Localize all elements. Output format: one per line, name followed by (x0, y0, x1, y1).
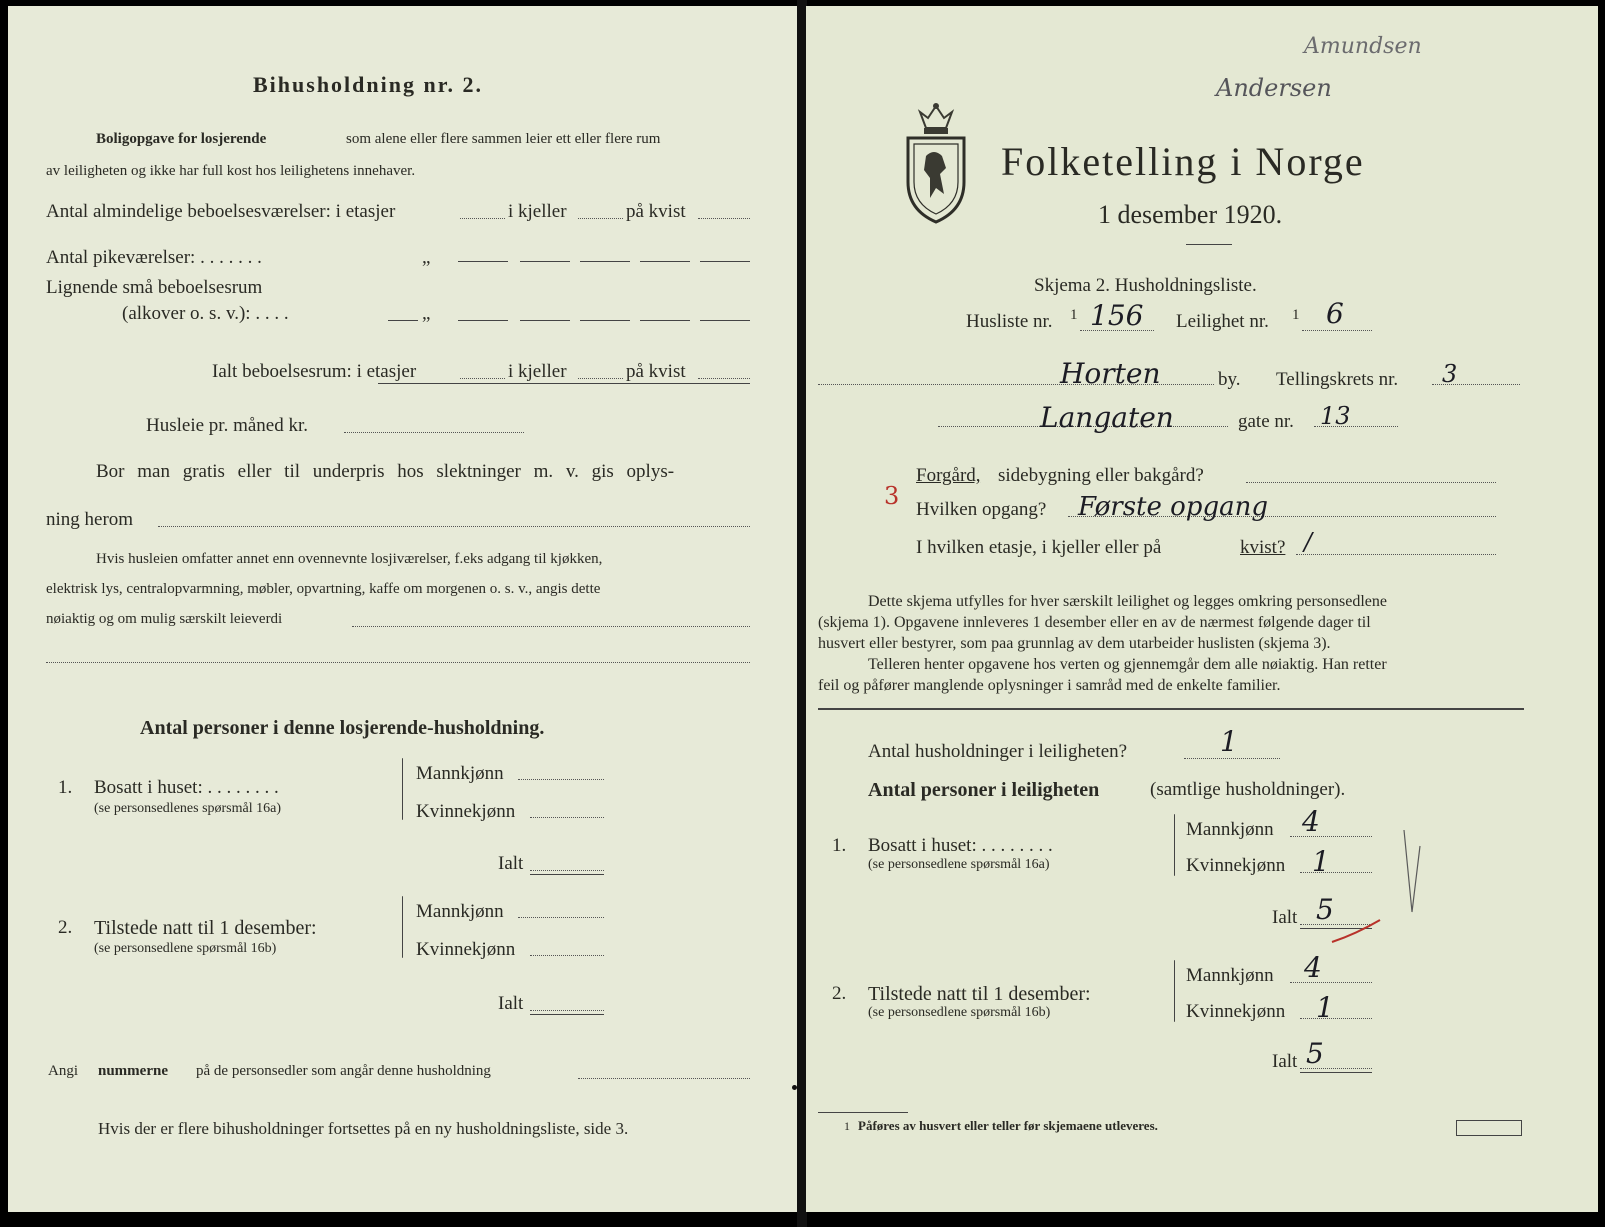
opgang-label: Hvilken opgang? (916, 499, 1047, 520)
ialt-rooms-label: Ialt beboelsesrum: i etasjer (212, 361, 417, 382)
instr-line-1: Dette skjema utfylles for hver særskilt leilighet og legges omkring personsedlene (868, 593, 1387, 610)
left-page (8, 6, 798, 1212)
hvis-line-1: Hvis husleien omfatter annet enn ovennevnte losjiværelser, f.eks adgang til kjøkken, (96, 551, 603, 567)
right-q1-mann: Mannkjønn (1186, 819, 1274, 840)
bor-line-2: ning herom (46, 509, 134, 530)
left-q2-mann: Mannkjønn (416, 901, 504, 922)
right-q2-brace (1174, 960, 1175, 1022)
lignende-line-1 (458, 320, 508, 321)
right-q2-label: Tilstede natt til 1 desember: (868, 983, 1091, 1005)
instr-line-3: husvert eller bestyrer, som paa grunnlag av dem utarbeider huslisten (skjema 3). (818, 635, 1331, 652)
lignende-line-2 (520, 320, 570, 321)
left-footer: Hvis der er flere bihusholdninger fortsettes på en ny husholdningsliste, side 3. (98, 1119, 629, 1138)
husleie-line (344, 432, 524, 433)
krets-label: Tellingskrets nr. (1276, 369, 1399, 390)
gate-label: gate nr. (1238, 411, 1294, 432)
opgang-value: Første opgang (1078, 492, 1268, 522)
rooms-kjeller: i kjeller (508, 201, 567, 222)
leilighet-line (1302, 330, 1372, 331)
ialt-kjeller: i kjeller (508, 361, 567, 382)
left-q1-kvinne-line (530, 817, 604, 818)
lignende-ditto: „ (422, 303, 431, 324)
right-q1-ialt-value: 5 (1316, 893, 1334, 926)
lignende-label-2: (alkover o. s. v.): . . . . (122, 303, 289, 324)
right-q2-num: 2. (832, 983, 847, 1004)
husliste-label: Husliste nr. (966, 311, 1053, 332)
lignende-line-0 (388, 320, 418, 321)
hvis-extra-line (46, 662, 750, 663)
left-q1-ialt-underline (530, 874, 604, 875)
husleie-label: Husleie pr. måned kr. (146, 415, 308, 436)
pike-line-5 (700, 261, 750, 262)
corner-handwriting-b: Andersen (1216, 74, 1332, 102)
right-q1-kvinne-value: 1 (1312, 845, 1330, 878)
margin-mark: 3 (884, 482, 900, 510)
ialt-underline (378, 383, 750, 384)
left-q2-ialt-line (530, 1010, 604, 1011)
footnote-num: 1 (844, 1119, 850, 1133)
etasje-value: / (1304, 528, 1313, 556)
right-q2-kvinne: Kvinnekjønn (1186, 1001, 1286, 1022)
hvis-line (352, 626, 750, 627)
pike-line-2 (520, 261, 570, 262)
right-q2-kvinne-value: 1 (1316, 991, 1334, 1024)
intro-line2: av leiligheten og ikke har full kost hos leilighetens innehaver. (46, 163, 416, 179)
printer-stamp (1456, 1120, 1522, 1136)
ink-dot (792, 1085, 797, 1090)
left-q2-label: Tilstede natt til 1 desember: (94, 917, 317, 939)
etasje-line (1296, 554, 1496, 555)
angi-b: nummerne (98, 1063, 168, 1079)
right-q1-sub: (se personsedlene spørsmål 16a) (868, 857, 1050, 872)
right-q2-mann-value: 4 (1304, 951, 1322, 984)
right-q1-kvinne-line (1300, 872, 1372, 873)
ialt-kvist: på kvist (626, 361, 686, 382)
etasje-kvist: kvist? (1240, 537, 1286, 558)
right-q2-ialt-underline (1300, 1072, 1372, 1073)
right-title: Folketelling i Norge (1001, 139, 1365, 184)
lignende-line-4 (640, 320, 690, 321)
rooms-kvist: på kvist (626, 201, 686, 222)
right-q1-num: 1. (832, 835, 847, 856)
left-q2-ialt-underline (530, 1014, 604, 1015)
right-page (806, 6, 1598, 1212)
right-q1-kvinne: Kvinnekjønn (1186, 855, 1286, 876)
hush-label: Antal husholdninger i leiligheten? (868, 741, 1128, 762)
left-persons-heading: Antal personer i denne losjerende-husholdning. (140, 717, 545, 739)
right-q2-sub: (se personsedlene spørsmål 16b) (868, 1005, 1051, 1020)
instr-line-5: feil og påfører manglende oplysninger i samråd med de enkelte familier. (818, 677, 1281, 694)
right-q2-mann-line (1290, 982, 1372, 983)
bor-line (158, 526, 750, 527)
rooms-kjeller-line (578, 218, 623, 219)
left-q2-ialt: Ialt (498, 993, 524, 1014)
hush-value: 1 (1220, 725, 1238, 758)
hvis-line-2: elektrisk lys, centralopvarmning, møbler, opvartning, kaffe om morgenen o. s. v., angis dette (46, 581, 601, 597)
left-q2-sub: (se personsedlene spørsmål 16b) (94, 941, 277, 956)
leilighet-sup: 1 (1292, 307, 1300, 323)
rooms-label: Antal almindelige beboelsesværelser: i etasjer (46, 201, 396, 222)
instr-line-4: Telleren henter opgavene hos verten og gjennemgår dem alle nøiaktig. Han retter (868, 656, 1387, 673)
lignende-label-1: Lignende små beboelsesrum (46, 277, 263, 298)
angi-c: på de personsedler som angår denne husholdning (196, 1063, 491, 1079)
census-date: 1 desember 1920. (1098, 200, 1283, 229)
street-value: Langaten (1040, 401, 1174, 434)
angi-a: Angi (48, 1063, 78, 1079)
coat-of-arms-icon (900, 98, 972, 228)
corner-handwriting-a: Amundsen (1304, 34, 1422, 59)
ialt-kvist-line (698, 378, 750, 379)
hush-line (1184, 758, 1280, 759)
red-check-mark (1326, 916, 1386, 946)
right-q1-label: Bosatt i huset: . . . . . . . . (868, 835, 1053, 856)
left-q1-mann: Mannkjønn (416, 763, 504, 784)
left-q1-ialt-line (530, 870, 604, 871)
forgaard-rest: sidebygning eller bakgård? (998, 465, 1204, 486)
pike-label: Antal pikeværelser: . . . . . . . (46, 247, 262, 268)
left-q1-num: 1. (58, 777, 73, 798)
right-q2-ialt: Ialt (1272, 1051, 1298, 1072)
right-q2-ialt-value: 5 (1306, 1037, 1324, 1070)
left-q1-ialt: Ialt (498, 853, 524, 874)
forgaard-label: Forgård, (916, 465, 981, 486)
angi-line (578, 1078, 750, 1079)
left-q1-label: Bosatt i huset: . . . . . . . . (94, 777, 279, 798)
husliste-sup: 1 (1070, 307, 1078, 323)
lignende-line-3 (580, 320, 630, 321)
right-q1-brace (1174, 814, 1175, 876)
leilighet-value: 6 (1326, 297, 1344, 330)
right-q2-mann: Mannkjønn (1186, 965, 1274, 986)
right-persons-heading-rest: (samtlige husholdninger). (1150, 779, 1346, 800)
footnote-text: Påføres av husvert eller teller før skjemaene utleveres. (858, 1118, 1158, 1133)
left-q2-mann-line (518, 917, 604, 918)
left-q2-kvinne-line (530, 955, 604, 956)
gate-value: 13 (1320, 402, 1351, 430)
ialt-etasjer-line (460, 378, 505, 379)
hvis-line-3: nøiaktig og om mulig særskilt leieverdi (46, 611, 283, 627)
schema-label: Skjema 2. Husholdningsliste. (1034, 275, 1257, 296)
left-q1-mann-line (518, 779, 604, 780)
husliste-value: 156 (1090, 299, 1144, 332)
ialt-kjeller-line (578, 378, 623, 379)
pencil-check-mark (1402, 826, 1422, 916)
intro-rest: som alene eller flere sammen leier ett eller flere rum (346, 131, 661, 147)
intro-bold: Boligopgave for losjerende (96, 131, 267, 147)
pike-ditto: „ (422, 247, 431, 268)
footnote-rule (818, 1112, 908, 1113)
left-q1-kvinne: Kvinnekjønn (416, 801, 516, 822)
rooms-kvist-line (698, 218, 750, 219)
pike-line-3 (580, 261, 630, 262)
date-rule (1186, 244, 1232, 245)
lignende-line-5 (700, 320, 750, 321)
right-q1-ialt: Ialt (1272, 907, 1298, 928)
krets-value: 3 (1442, 360, 1458, 388)
instr-line-2: (skjema 1). Opgavene innleveres 1 desember eller en av de nærmest følgende dager til (818, 614, 1371, 631)
left-q2-kvinne: Kvinnekjønn (416, 939, 516, 960)
rooms-etasjer-line (460, 218, 505, 219)
right-q1-mann-value: 4 (1302, 805, 1320, 838)
pike-line-1 (458, 261, 508, 262)
leilighet-label: Leilighet nr. (1176, 311, 1269, 332)
left-q2-brace (402, 896, 403, 958)
instr-rule (818, 708, 1524, 710)
city-value: Horten (1060, 357, 1161, 390)
right-q2-kvinne-line (1300, 1018, 1372, 1019)
right-persons-heading: Antal personer i leiligheten (868, 779, 1100, 801)
by-label: by. (1218, 369, 1241, 390)
etasje-label: I hvilken etasje, i kjeller eller på (916, 537, 1162, 558)
left-title: Bihusholdning nr. 2. (253, 72, 483, 97)
left-q1-brace (402, 758, 403, 820)
left-q1-sub: (se personsedlenes spørsmål 16a) (94, 801, 282, 816)
forgaard-line (1246, 482, 1496, 483)
left-q2-num: 2. (58, 917, 73, 938)
pike-line-4 (640, 261, 690, 262)
bor-line-1: Bor man gratis eller til underpris hos slektninger m. v. gis oplys- (96, 461, 675, 482)
